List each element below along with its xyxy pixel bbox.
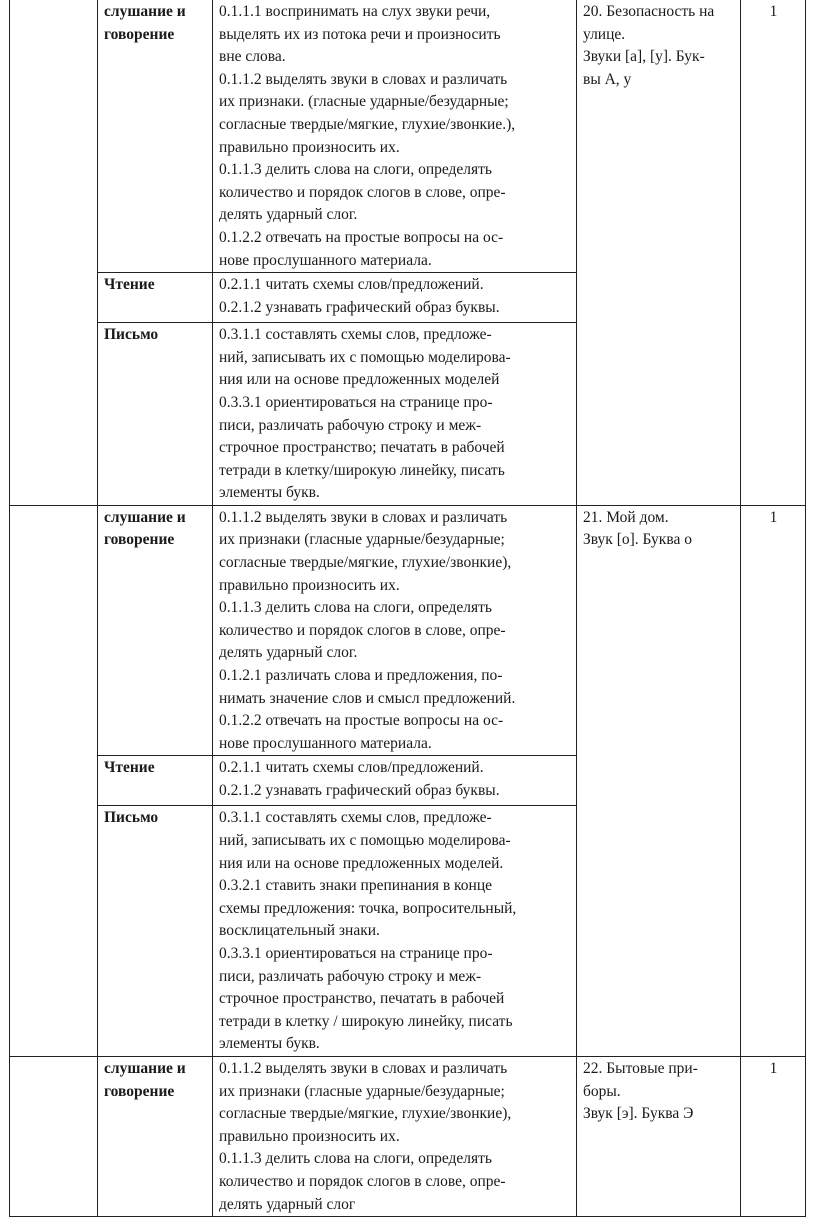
hours-cell: 1 <box>741 505 806 1056</box>
hours-cell: 1 <box>741 0 806 505</box>
lesson-topic-cell: 21. Мой дом. Звук [о]. Буква о <box>577 505 741 1056</box>
learning-objectives-cell: 0.3.1.1 составлять схемы слов, предложе- ний, записывать их с помощью моделирова- ния или на основе предложенных моделей 0.3.3.1 ориентироваться на странице про- писи, различать рабочую строку и меж- строчное пространство; печатать в рабочей тетради в клетку/широкую линейку, писать элементы букв. <box>213 323 577 506</box>
learning-objectives-cell: 0.1.1.2 выделять звуки в словах и различать их признаки (гласные ударные/безударные; согласные твердые/мягкие, глухие/звонкие), правильно произносить их. 0.1.1.3 делить слова на слоги, определять количество и порядок слогов в слове, опре- делять ударный слог <box>213 1056 577 1216</box>
hours-cell: 1 <box>741 1056 806 1216</box>
learning-objectives-cell: 0.2.1.1 читать схемы слов/предложений. 0.2.1.2 узнавать графический образ буквы. <box>213 756 577 806</box>
table-row <box>10 0 806 273</box>
skill-area-cell: Чтение <box>98 756 213 806</box>
skill-area-cell: слушание и говорение <box>98 0 213 273</box>
table-row <box>10 505 806 756</box>
lesson-plan-table <box>9 0 806 1217</box>
skill-area-cell: слушание и говорение <box>98 1056 213 1216</box>
learning-objectives-cell: 0.2.1.1 читать схемы слов/предложений. 0.2.1.2 узнавать графический образ буквы. <box>213 273 577 323</box>
blank-cell <box>10 0 98 505</box>
blank-cell <box>10 505 98 1056</box>
skill-area-cell: Письмо <box>98 806 213 1057</box>
table-row <box>10 1056 806 1216</box>
skill-area-cell: слушание и говорение <box>98 505 213 756</box>
learning-objectives-cell: 0.1.1.2 выделять звуки в словах и различать их признаки (гласные ударные/безударные; согласные твердые/мягкие, глухие/звонкие), правильно произносить их. 0.1.1.3 делить слова на слоги, определять количество и порядок слогов в слове, опре- делять ударный слог. 0.1.2.1 различать слова и предложения, по- нимать значение слов и смысл предложений. 0.1.2.2 отвечать на простые вопросы на ос- нове прослушанного материала. <box>213 505 577 756</box>
skill-area-cell: Письмо <box>98 323 213 506</box>
learning-objectives-cell: 0.1.1.1 воспринимать на слух звуки речи, выделять их из потока речи и произносить вне слова. 0.1.1.2 выделять звуки в словах и различать их признаки. (гласные ударные/безударные; согласные твердые/мягкие, глухие/звонкие.), правильно произносить их. 0.1.1.3 делить слова на слоги, определять количество и порядок слогов в слове, опре- делять ударный слог. 0.1.2.2 отвечать на простые вопросы на ос- нове прослушанного материала. <box>213 0 577 273</box>
lesson-topic-cell: 20. Безопасность на улице. Звуки [а], [у]. Бук- вы А, у <box>577 0 741 505</box>
blank-cell <box>10 1056 98 1216</box>
learning-objectives-cell: 0.3.1.1 составлять схемы слов, предложе- ний, записывать их с помощью моделирова- ния или на основе предложенных моделей. 0.3.2.1 ставить знаки препинания в конце схемы предложения: точка, вопросительный, восклицательный знаки. 0.3.3.1 ориентироваться на странице про- писи, различать рабочую строку и меж- строчное пространство, печатать в рабочей тетради в клетку / широкую линейку, писать элементы букв. <box>213 806 577 1057</box>
skill-area-cell: Чтение <box>98 273 213 323</box>
lesson-topic-cell: 22. Бытовые при- боры. Звук [э]. Буква Э <box>577 1056 741 1216</box>
